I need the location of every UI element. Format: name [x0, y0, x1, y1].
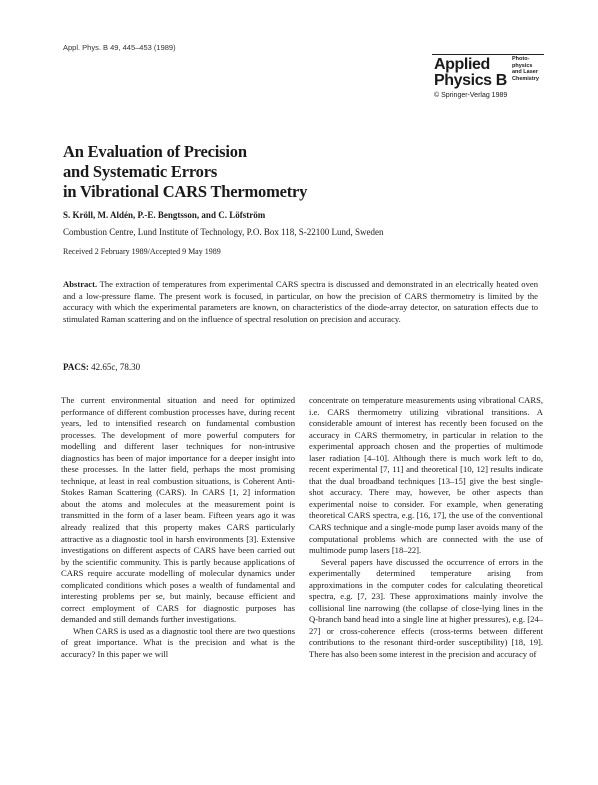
body-paragraph: Several papers have discussed the occurrence of errors in the experimentally determined temperature arising from approximations in the computer codes for calculating theoretical spectra, e.g. [7, 23]. These approximations mainly involve the collisional line narrowing (the collapse of close-lying lines in the Q-branch band head into a single line at higher pressures), e.g. [24–27] or cross-coherence effects (cross-terms between different contributions to the resonant third-order susceptibility) [18, 19]. There has also been some interest in the precision and accuracy of: [309, 556, 543, 660]
title-line: An Evaluation of Precision: [63, 142, 247, 161]
author-list: S. Kröll, M. Aldén, P.-E. Bengtsson, and C. Löfström: [63, 210, 266, 220]
affiliation: Combustion Centre, Lund Institute of Technology, P.O. Box 118, S-22100 Lund, Sweden: [63, 227, 384, 237]
journal-subtitle-line: Photo-: [512, 56, 530, 62]
body-paragraph: When CARS is used as a diagnostic tool there are two questions of great importance. What is the precision and what is the accuracy? In this paper we will: [61, 625, 295, 660]
journal-name-line2: Physics B: [434, 72, 507, 89]
journal-citation: Appl. Phys. B 49, 445–453 (1989): [63, 43, 176, 52]
logo-rule: [432, 54, 544, 55]
journal-subtitle-line: Chemistry: [512, 76, 539, 83]
body-paragraph: The current environmental situation and need for optimized performance of different combustion processes have, during recent years, led to intensified research on fundamental combustion processes. The development of more powerful computers for modelling and different laser techniques for non-intrusive diagnostics has been of major importance for a deeper insight into these processes. In the latter field, perhaps the most promising technique, at least in real combustion situations, is Coherent Anti-Stokes Raman Scattering (CARS). In CARS [1, 2] information about the atoms and molecules at the measurement point is transmitted in the form of a laser beam. Fifteen years ago it was already realized that this property makes CARS particularly attractive as a diagnostic tool in harsh environments [3]. Extensive investigations on different aspects of CARS have been carried out by the scientific community. This is partly because applications of CARS require accurate modelling of molecular dynamics under complicated conditions which poses a wealth of fundamental and interesting problems per se, but mainly, because efficient and correct employment of CARS for diagnostic purposes has demanded and still demands further investigations.: [61, 395, 295, 625]
pacs-label: PACS:: [63, 362, 89, 372]
article-title: [63, 142, 307, 202]
copyright-notice: © Springer-Verlag 1989: [434, 92, 508, 99]
body-column-right: [309, 395, 543, 661]
title-line: in Vibrational CARS Thermometry: [63, 182, 308, 201]
body-paragraph: concentrate on temperature measurements using vibrational CARS, i.e. CARS thermometry utilizing vibrational transitions. A considerable amount of interest has recently been focused on the accuracy in CARS thermometry, in particular in relation to the experimental approach chosen and the properties of multimode laser radiation [4–10]. Although there is much work left to do, recent experimental [7, 11] and theoretical [10, 12] results indicate that the dual broadband techniques [13–15] give the best single-shot accuracy. There may, however, be other aspects than experimental noise to consider. For example, when generating theoretical CARS spectra, e.g. [16, 17], the use of the conventional CARS technique and a single-mode pump laser avoids many of the computational problems which are connected with the use of multimode pump lasers [18–22].: [309, 395, 543, 556]
journal-subtitle: [512, 56, 546, 83]
title-line: and Systematic Errors: [63, 162, 218, 181]
received-dates: Received 2 February 1989/Accepted 9 May 1989: [63, 247, 221, 256]
abstract: [63, 279, 538, 325]
journal-name-line1: Applied: [434, 56, 490, 73]
journal-subtitle-line: and Laser: [512, 69, 538, 76]
abstract-label: Abstract.: [63, 279, 98, 289]
pacs-codes: [63, 362, 140, 372]
pacs-value: 42.65c, 78.30: [88, 362, 141, 372]
journal-subtitle-line: physics: [512, 62, 533, 69]
abstract-text: The extraction of temperatures from experimental CARS spectra is discussed and demonstrated in an electrically heated oven and a low-pressure flame. The present work is focused, in particular, on how the precision of CARS thermometry is limited by the accuracy with which the experimental parameters are known, on characteristics of the diode-array detector, on saturation effects due to stimulated Raman scattering and on the influence of spectral resolution on precision and accuracy.: [63, 279, 538, 324]
body-column-left: [61, 395, 295, 661]
